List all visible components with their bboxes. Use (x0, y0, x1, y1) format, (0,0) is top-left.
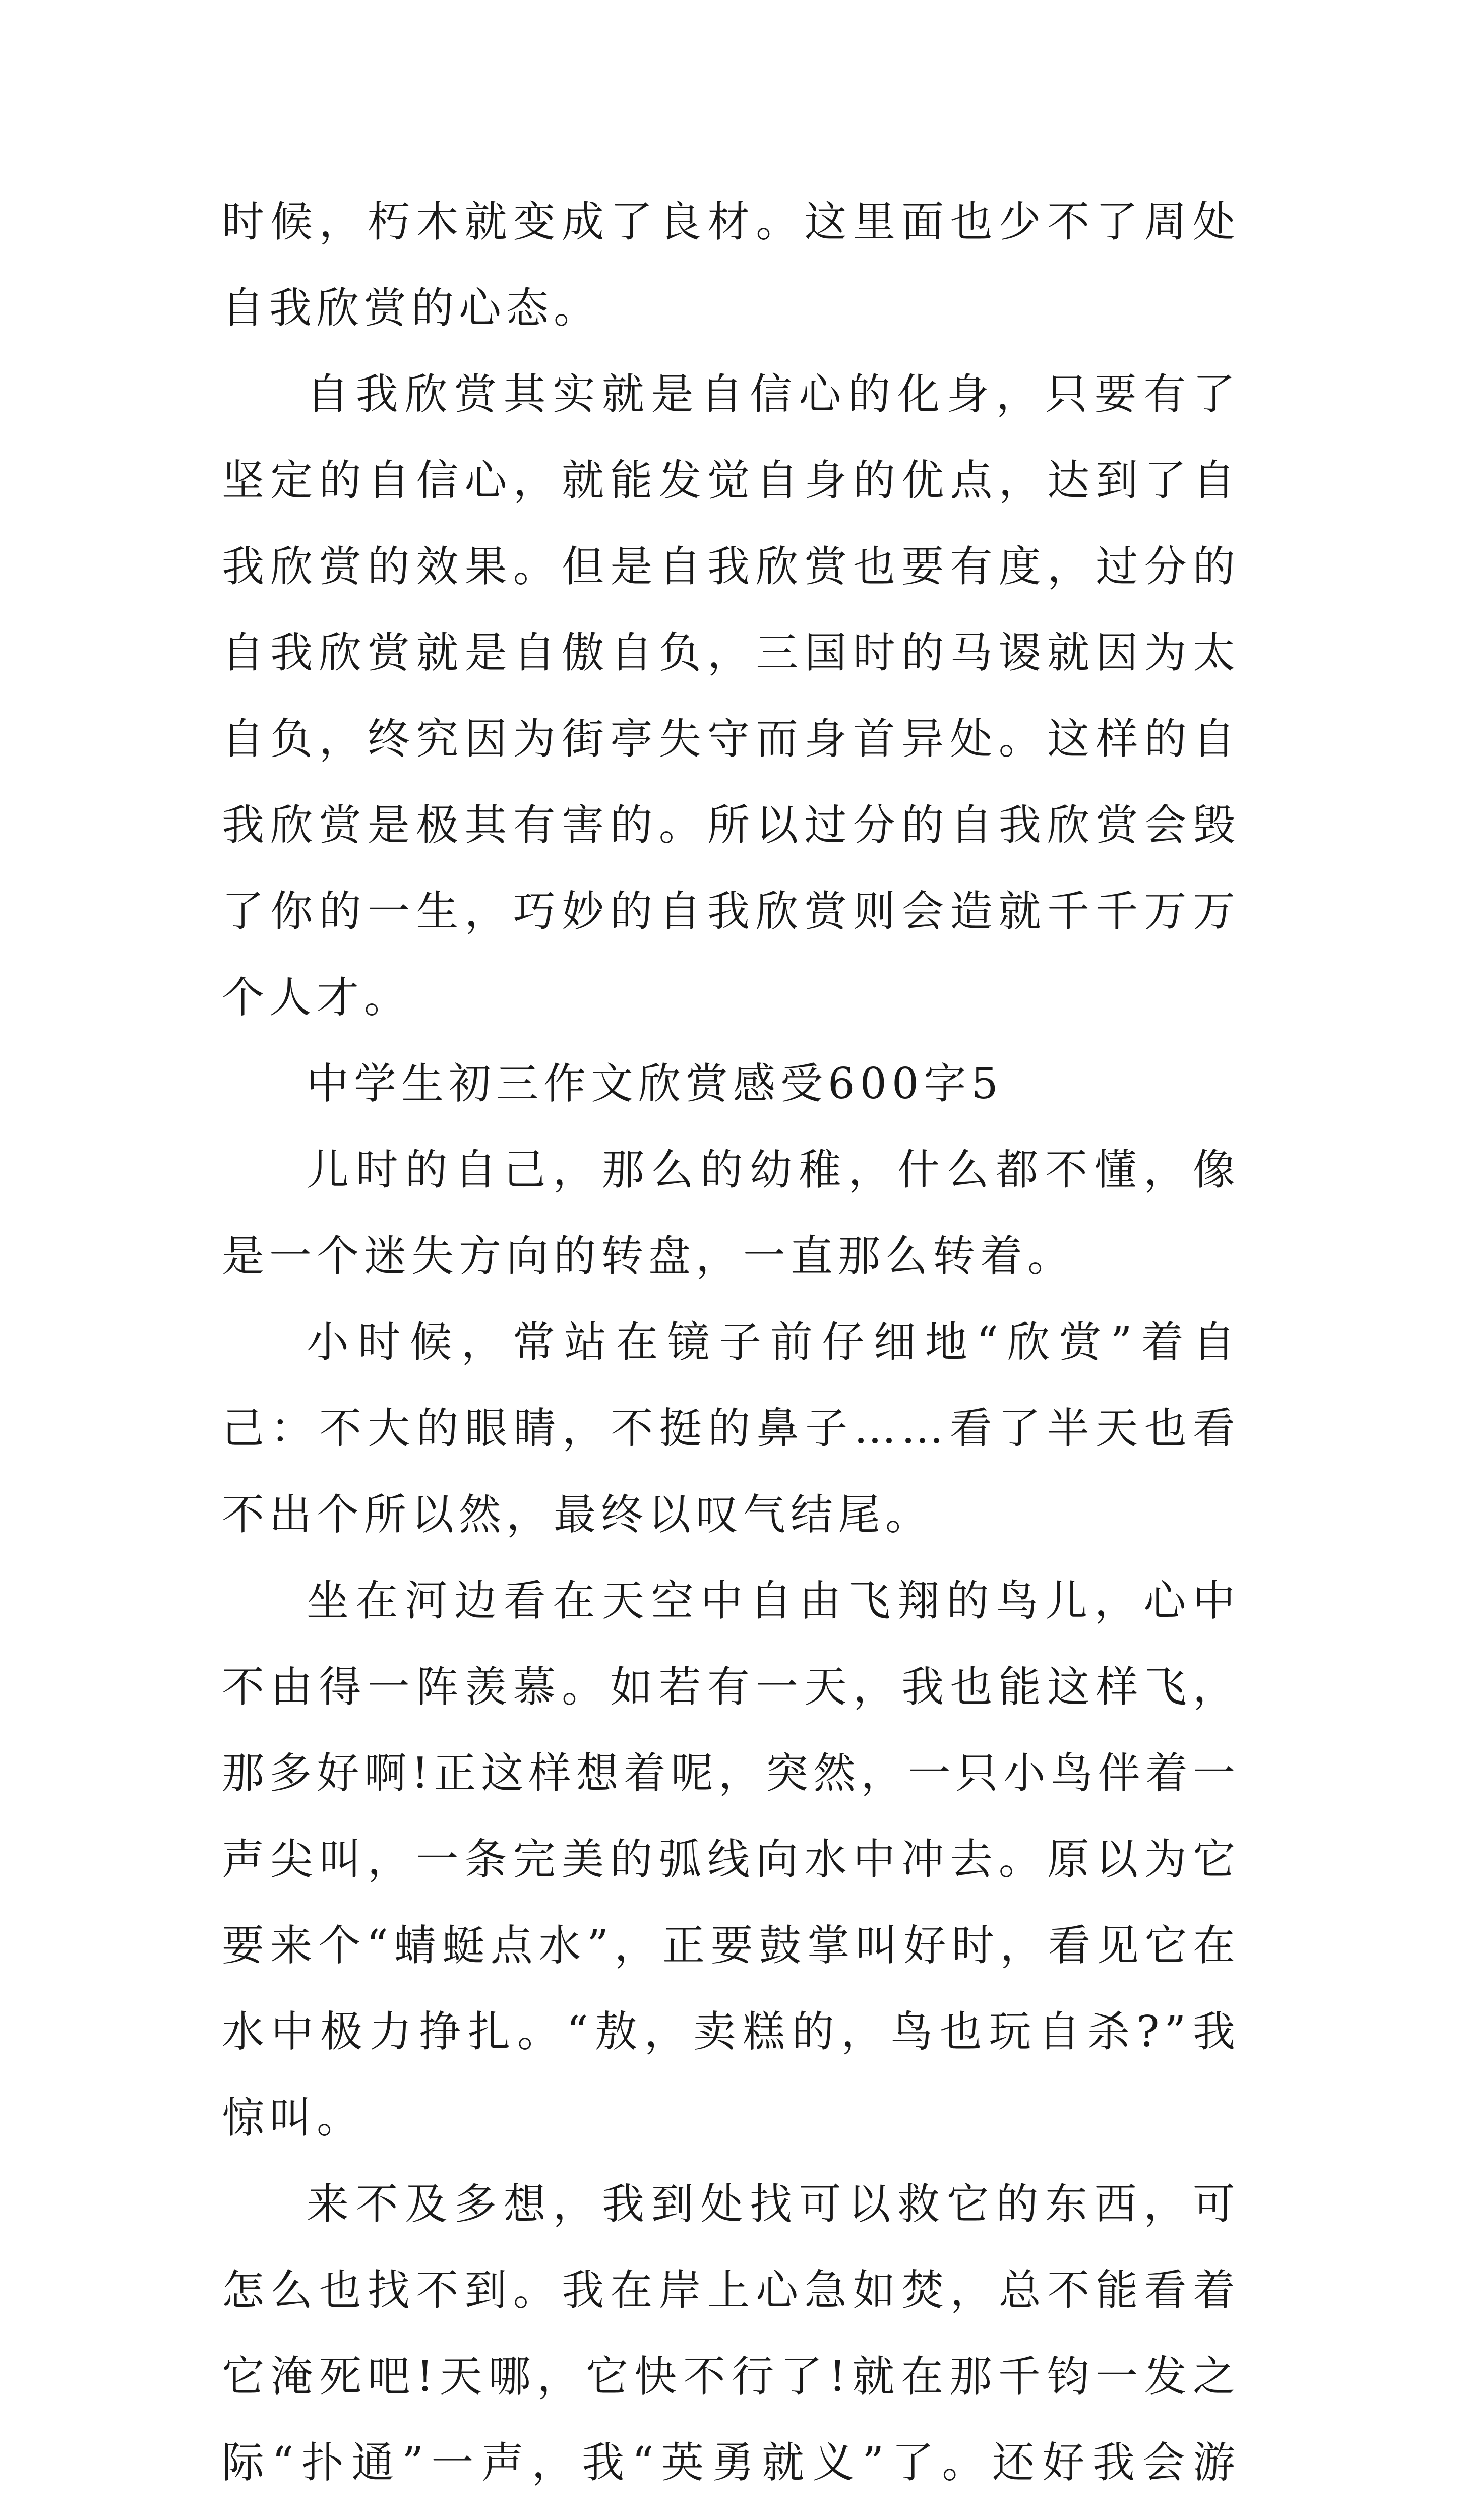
document-body (222, 179, 1240, 2520)
paragraph-self-appreciation: 自我欣赏其实就是自信心的化身，只要有了坚定的自信心，就能发觉自身的优点，达到了自我欣赏的效果。但是自我欣赏也要有度，过分的自我欣赏就是自傲自负，三国时的马谡就因为太自负，终究因为街亭失守而身首异处。这样的自我欣赏是极其有害的。所以过分的自我欣赏会毁了你的一生，巧妙的自我欣赏则会造就千千万万个人才。 (222, 369, 1240, 1022)
paragraph-mirror: 小时候，常站在镜子前仔细地“欣赏”着自己：不大的眼睛，不挺的鼻子……看了半天也看不出个所以然，最终以叹气结尾。 (222, 1317, 1240, 1539)
paragraph-childhood: 儿时的自己，那么的幼稚，什么都不懂，像是一个迷失方向的转盘，一直那么转着。 (222, 1145, 1240, 1281)
paragraph-river-bird: 坐在河边看在天空中自由飞翔的鸟儿，心中不由得一阵羡慕。如若有一天，我也能这样飞，那多好啊!正这样想着呢，突然，一只小鸟伴着一声尖叫，一条完美的弧线向水中冲去。原以为它要来个“蜻蜓点水”，正要鼓掌叫好时，看见它在水中极力挣扎。“敖，卖糕的，鸟也玩自杀?”我惊叫。 (222, 1576, 1240, 2143)
paragraph-rescue: 来不及多想，我到处找可以救它的东西，可怎么也找不到。我在岸上心急如焚，总不能看着它淹死吧!天哪，它快不行了!就在那千钧一发之际“扑通”一声，我“英勇就义”了。还好我会游 (222, 2179, 1240, 2487)
essay-heading: 中学生初三作文欣赏感受600字5 (307, 1059, 1003, 1108)
paragraph-continuation: 时候，朽木就变成了良材。这里面也少不了周处自我欣赏的心态。 (222, 197, 1240, 333)
